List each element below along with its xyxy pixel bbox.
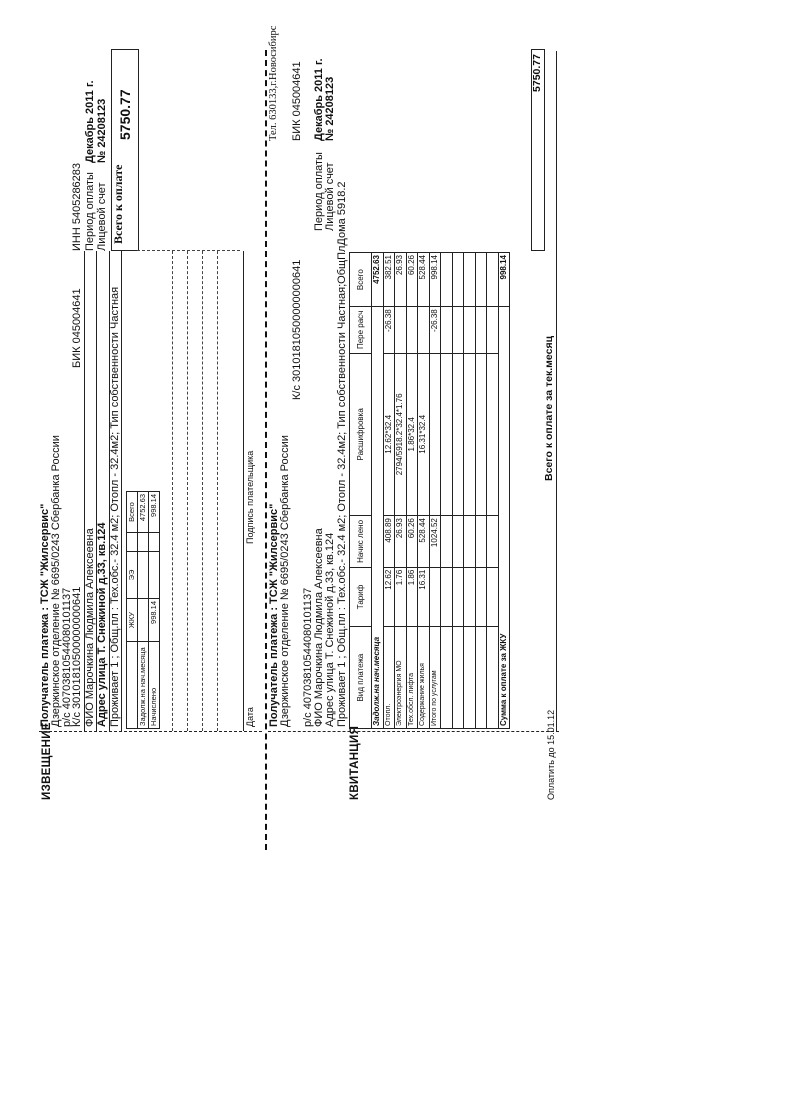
receipt-bank: Дзержинское отделение № 6695/0243 Сбербанка России [279,435,291,727]
table-cell [138,599,149,642]
receipt-services-table [349,252,510,729]
table-cell: -26.38 [429,307,441,353]
table-cell [406,307,418,353]
notice-period-label: Период оплаты [84,172,96,251]
table-cell: 60.26 [406,516,418,568]
table-row [418,253,430,729]
table-header-cell: Всего [350,253,372,307]
notice-account-label: Лицевой счет [96,182,108,251]
table-row [406,253,418,729]
table-cell: Содержание жилья [418,627,430,729]
table-cell [149,533,160,552]
receipt-corr-account: К/с 30101810500000000641 [291,259,303,400]
table-cell [395,307,407,353]
notice-dashed-line [187,251,188,731]
receipt-section [268,25,559,800]
table-row [138,492,149,729]
notice-total-box [111,49,139,251]
table-cell: 60.26 [406,253,418,307]
table-cell: 4752.63 [372,253,384,307]
table-cell: 1024.52 [429,516,441,568]
receipt-period-label: Период оплаты [313,152,325,231]
table-header-cell: Тариф [350,567,372,627]
table-cell [138,533,149,552]
table-row [487,253,499,729]
table-cell: Электроэнергия МО [395,627,407,729]
receipt-account-label: Лицевой счет [324,162,336,231]
table-cell: Отопл. [383,627,395,729]
notice-summary-table [126,491,160,729]
notice-inn: ИНН 5405286283 [71,162,83,251]
notice-dashed-line [202,251,203,731]
table-row [452,253,464,729]
notice-account-value: № 24208123 [96,98,108,163]
notice-divider [243,251,244,731]
receipt-total-label: Всего к оплате за тек.месяц [543,335,555,481]
notice-address: Адрес улица Т. Снежиной д.33, кв.124 [96,522,108,727]
table-cell: Тех.обсл. лифта [406,627,418,729]
notice-divider [121,251,122,731]
receipt-recipient: Получатель платежа : ТСЖ "Жилсервис" [268,503,280,727]
receipt-bottom-line [556,51,557,731]
table-cell: 1.76 [395,567,407,627]
notice-body [39,50,262,732]
table-cell: Итого по услугам [429,627,441,729]
table-row [464,253,476,729]
table-header-cell [127,533,138,552]
notice-signature-label: Подпись плательщика [245,450,255,544]
notice-period-value: Декабрь 2011 г. [84,80,96,163]
receipt-phone: Тел. 630133,г.Новосибирс [268,25,279,141]
notice-dashed-line [217,251,218,731]
table-cell: Сумма к оплате за ЖКУ [498,307,510,729]
table-row [127,492,138,729]
table-cell: 408.89 [383,516,395,568]
receipt-fio: ФИО Марочкина Людмила Алексеевна [313,528,325,727]
table-row [383,253,395,729]
table-cell: 12.62*32.4 [383,353,395,516]
receipt-total-value: 5750.77 [531,54,543,92]
table-cell [418,307,430,353]
table-header-cell: Начис лено [350,516,372,568]
table-header-cell: Пере расч [350,307,372,353]
table-cell: 26.93 [395,253,407,307]
table-cell [138,552,149,599]
table-row [441,253,453,729]
notice-recipient: Получатель платежа : ТСЖ "Жилсервис" [39,503,51,727]
table-header-cell: Расшифровка [350,353,372,516]
table-cell: 16.31 [418,567,430,627]
table-row [149,492,160,729]
table-row [350,253,372,729]
table-cell: 528.44 [418,253,430,307]
receipt-address: Адрес улица Т. Снежиной д.33, кв.124 [324,532,336,727]
notice-label-column [39,722,262,800]
table-row [498,253,510,729]
table-header-cell: ЖКУ [127,599,138,642]
receipt-account: р/с 40703810544080101137 [302,587,314,727]
notice-title: ИЗВЕЩЕНИЕ [41,722,53,800]
table-cell [429,567,441,627]
table-cell: 998.14 [429,253,441,307]
table-row [372,253,384,729]
table-cell: 2794/5918.2*32.4*1.76 [395,353,407,516]
notice-section [39,50,262,800]
due-date: Оплатить до 15.01.12 [546,709,556,800]
notice-bik: БИК 045004641 [71,288,83,368]
receipt-residents: Проживает 1 ; Общ.пл : Тех.обс.- 32.4 м2; Отопл - 32.4м2; Тип собственности Частная;ОбщПлДома 5918.2 [336,181,348,727]
table-cell: 1.86 [406,567,418,627]
table-cell: 12.62 [383,567,395,627]
table-cell: 4752.63 [138,492,149,533]
notice-dashed-line [172,251,173,731]
table-header-cell [127,642,138,729]
cut-line [265,50,267,850]
table-header-cell: Всего [127,492,138,533]
table-cell: Задолж.на нач.месяца [372,307,384,729]
table-cell: 16.31*32.4 [418,353,430,516]
receipt-period-value: Декабрь 2011 г. [313,58,325,141]
table-cell [429,353,441,516]
notice-bank: Дзержинское отделение № 6695/0243 Сбербанка России [50,435,62,727]
payment-document [39,25,559,800]
notice-residents: Проживает 1 ; Общ.пл : Тех.обс.- 32.4 м2; Отопл - 32.4м2; Тип собственности Частная [109,286,121,727]
table-cell: 998.14 [149,599,160,642]
table-cell: 998.14 [498,253,510,307]
table-header-cell: Вид платежа [350,627,372,729]
receipt-account-value: № 24208123 [324,76,336,141]
table-row [429,253,441,729]
table-row [475,253,487,729]
table-cell: 26.93 [395,516,407,568]
notice-date-label: Дата [245,707,255,727]
table-cell [149,552,160,599]
table-cell: Задолж.на нач.месяца [138,642,149,729]
receipt-total-box [531,49,545,251]
table-cell: 998.14 [149,492,160,533]
table-header-cell: ЭЭ [127,552,138,599]
notice-dashed-vertical [137,250,240,251]
table-cell: Начислено [149,642,160,729]
table-row [395,253,407,729]
notice-total-value: 5750.77 [117,89,133,140]
table-cell: -26.38 [383,307,395,353]
notice-total-label: Всего к оплате [111,164,125,244]
receipt-title: КВИТАНЦИЯ [349,725,361,800]
notice-account: р/с 40703810544080101137 [61,587,73,727]
notice-corr-account: К/с 30101810500000000641 [71,586,83,727]
table-cell: 528.44 [418,516,430,568]
table-cell: 382.51 [383,253,395,307]
table-cell: 1.86*32.4 [406,353,418,516]
receipt-body [268,25,559,732]
notice-fio: ФИО Марочкина Людмила Алексеевна [84,528,96,727]
receipt-bik: БИК 045004641 [291,61,303,141]
